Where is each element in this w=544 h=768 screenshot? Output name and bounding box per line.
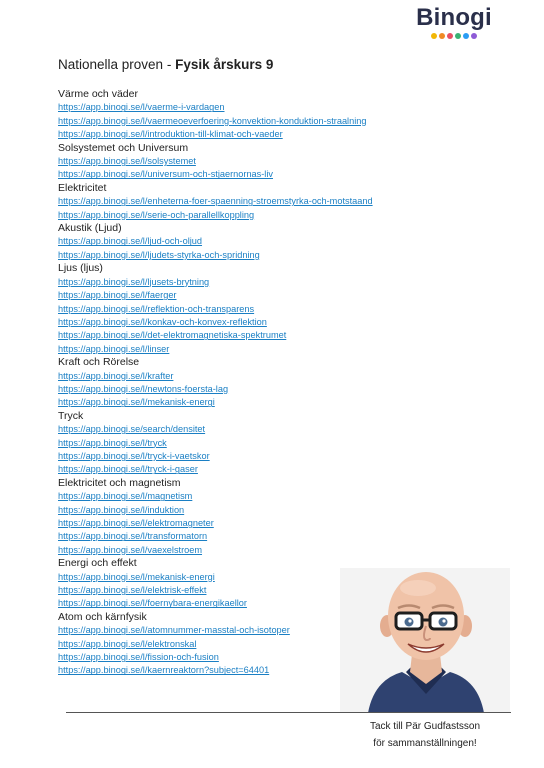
lesson-link[interactable]: https://app.binogi.se/l/atomnummer-masstal-och-isotoper — [58, 625, 290, 636]
lesson-link[interactable]: https://app.binogi.se/l/tryck-i-vaetskor — [58, 450, 210, 461]
page-title — [58, 57, 273, 72]
lesson-link[interactable]: https://app.binogi.se/l/faerger — [58, 290, 177, 301]
logo-dot — [447, 33, 453, 39]
section-heading: Värme och väder — [58, 88, 138, 100]
section-heading: Elektricitet och magnetism — [58, 476, 181, 489]
binogi-logo — [414, 4, 494, 39]
lesson-link[interactable]: https://app.binogi.se/l/reflektion-och-transparens — [58, 303, 255, 314]
lesson-link[interactable]: https://app.binogi.se/l/mekanisk-energi — [58, 571, 215, 582]
section-heading: Ljus (ljus) — [58, 262, 103, 275]
lesson-link[interactable]: https://app.binogi.se/l/elektronskal — [58, 638, 197, 649]
credit-line-2: för sammanställningen! — [373, 738, 477, 749]
lesson-link[interactable]: https://app.binogi.se/l/ljud-och-oljud — [58, 236, 203, 247]
logo-dot — [463, 33, 469, 39]
lesson-link[interactable]: https://app.binogi.se/l/kaernreaktorn?subject=64401 — [58, 665, 270, 676]
section-heading: Akustik (Ljud) — [58, 222, 122, 235]
lesson-link[interactable]: https://app.binogi.se/l/induktion — [58, 504, 185, 515]
lesson-link[interactable]: https://app.binogi.se/search/densitet — [58, 424, 206, 435]
lesson-link[interactable]: https://app.binogi.se/l/introduktion-till-klimat-och-vaeder — [58, 129, 283, 140]
lesson-link[interactable]: https://app.binogi.se/l/det-elektromagnetiska-spektrumet — [58, 330, 287, 341]
section-heading: Atom och kärnfysik — [58, 610, 147, 623]
lesson-link[interactable]: https://app.binogi.se/l/vaerme-i-vardagen — [58, 102, 225, 113]
lesson-link[interactable]: https://app.binogi.se/l/mekanisk-energi — [58, 397, 215, 408]
page-title-prefix: Nationella proven - — [58, 57, 176, 72]
lesson-link[interactable]: https://app.binogi.se/l/enheterna-foer-spaenning-stroemstyrka-och-motstaand — [58, 196, 373, 207]
section-heading: Kraft och Rörelse — [58, 356, 140, 369]
logo-dot — [455, 33, 461, 39]
logo-dot — [471, 33, 477, 39]
page-title-subject: Fysik årskurs 9 — [175, 57, 274, 72]
cartoon-man-icon — [340, 568, 510, 713]
lesson-link[interactable]: https://app.binogi.se/l/transformatorn — [58, 531, 208, 542]
section-heading: Solsystemet och Universum — [58, 141, 189, 154]
lesson-link[interactable]: https://app.binogi.se/l/serie-och-parallellkoppling — [58, 209, 255, 220]
lesson-link[interactable]: https://app.binogi.se/l/vaexelstroem — [58, 544, 203, 555]
lesson-link[interactable]: https://app.binogi.se/l/foernybara-energikaellor — [58, 598, 247, 609]
lesson-link[interactable]: https://app.binogi.se/l/elektrisk-effekt — [58, 585, 207, 596]
logo-dots — [414, 33, 494, 39]
lesson-link[interactable]: https://app.binogi.se/l/tryck — [58, 437, 167, 448]
logo-dot — [431, 33, 437, 39]
section-heading: Tryck — [58, 409, 84, 422]
lesson-link[interactable]: https://app.binogi.se/l/fission-och-fusion — [58, 652, 219, 663]
credit-text — [350, 718, 500, 752]
lesson-link[interactable]: https://app.binogi.se/l/tryck-i-gaser — [58, 464, 198, 475]
lesson-link[interactable]: https://app.binogi.se/l/elektromagneter — [58, 518, 214, 528]
avatar-illustration — [340, 568, 510, 713]
lesson-link[interactable]: https://app.binogi.se/l/ljusets-brytning — [58, 276, 210, 287]
logo-dot — [439, 33, 445, 39]
lesson-link[interactable]: https://app.binogi.se/l/magnetism — [58, 491, 193, 502]
logo-wordmark: Binogi — [416, 4, 492, 31]
lesson-link[interactable]: https://app.binogi.se/l/konkav-och-konvex-reflektion — [58, 316, 267, 327]
lesson-link[interactable]: https://app.binogi.se/l/ljudets-styrka-och-spridning — [58, 249, 260, 260]
lesson-link[interactable]: https://app.binogi.se/l/newtons-foersta-lag — [58, 383, 229, 394]
footer-divider — [66, 712, 511, 713]
credit-line-1: Tack till Pär Gudfastsson — [369, 721, 481, 732]
lesson-link[interactable]: https://app.binogi.se/l/vaermeoeverfoering-konvektion-konduktion-straalning — [58, 115, 367, 126]
lesson-link[interactable]: https://app.binogi.se/l/linser — [58, 343, 170, 354]
lesson-link[interactable]: https://app.binogi.se/l/solsystemet — [58, 156, 196, 167]
lesson-link[interactable]: https://app.binogi.se/l/universum-och-stjaernornas-liv — [58, 169, 273, 180]
section-heading: Elektricitet — [58, 181, 107, 194]
section-heading: Energi och effekt — [58, 557, 137, 570]
lesson-link[interactable]: https://app.binogi.se/l/krafter — [58, 370, 174, 381]
